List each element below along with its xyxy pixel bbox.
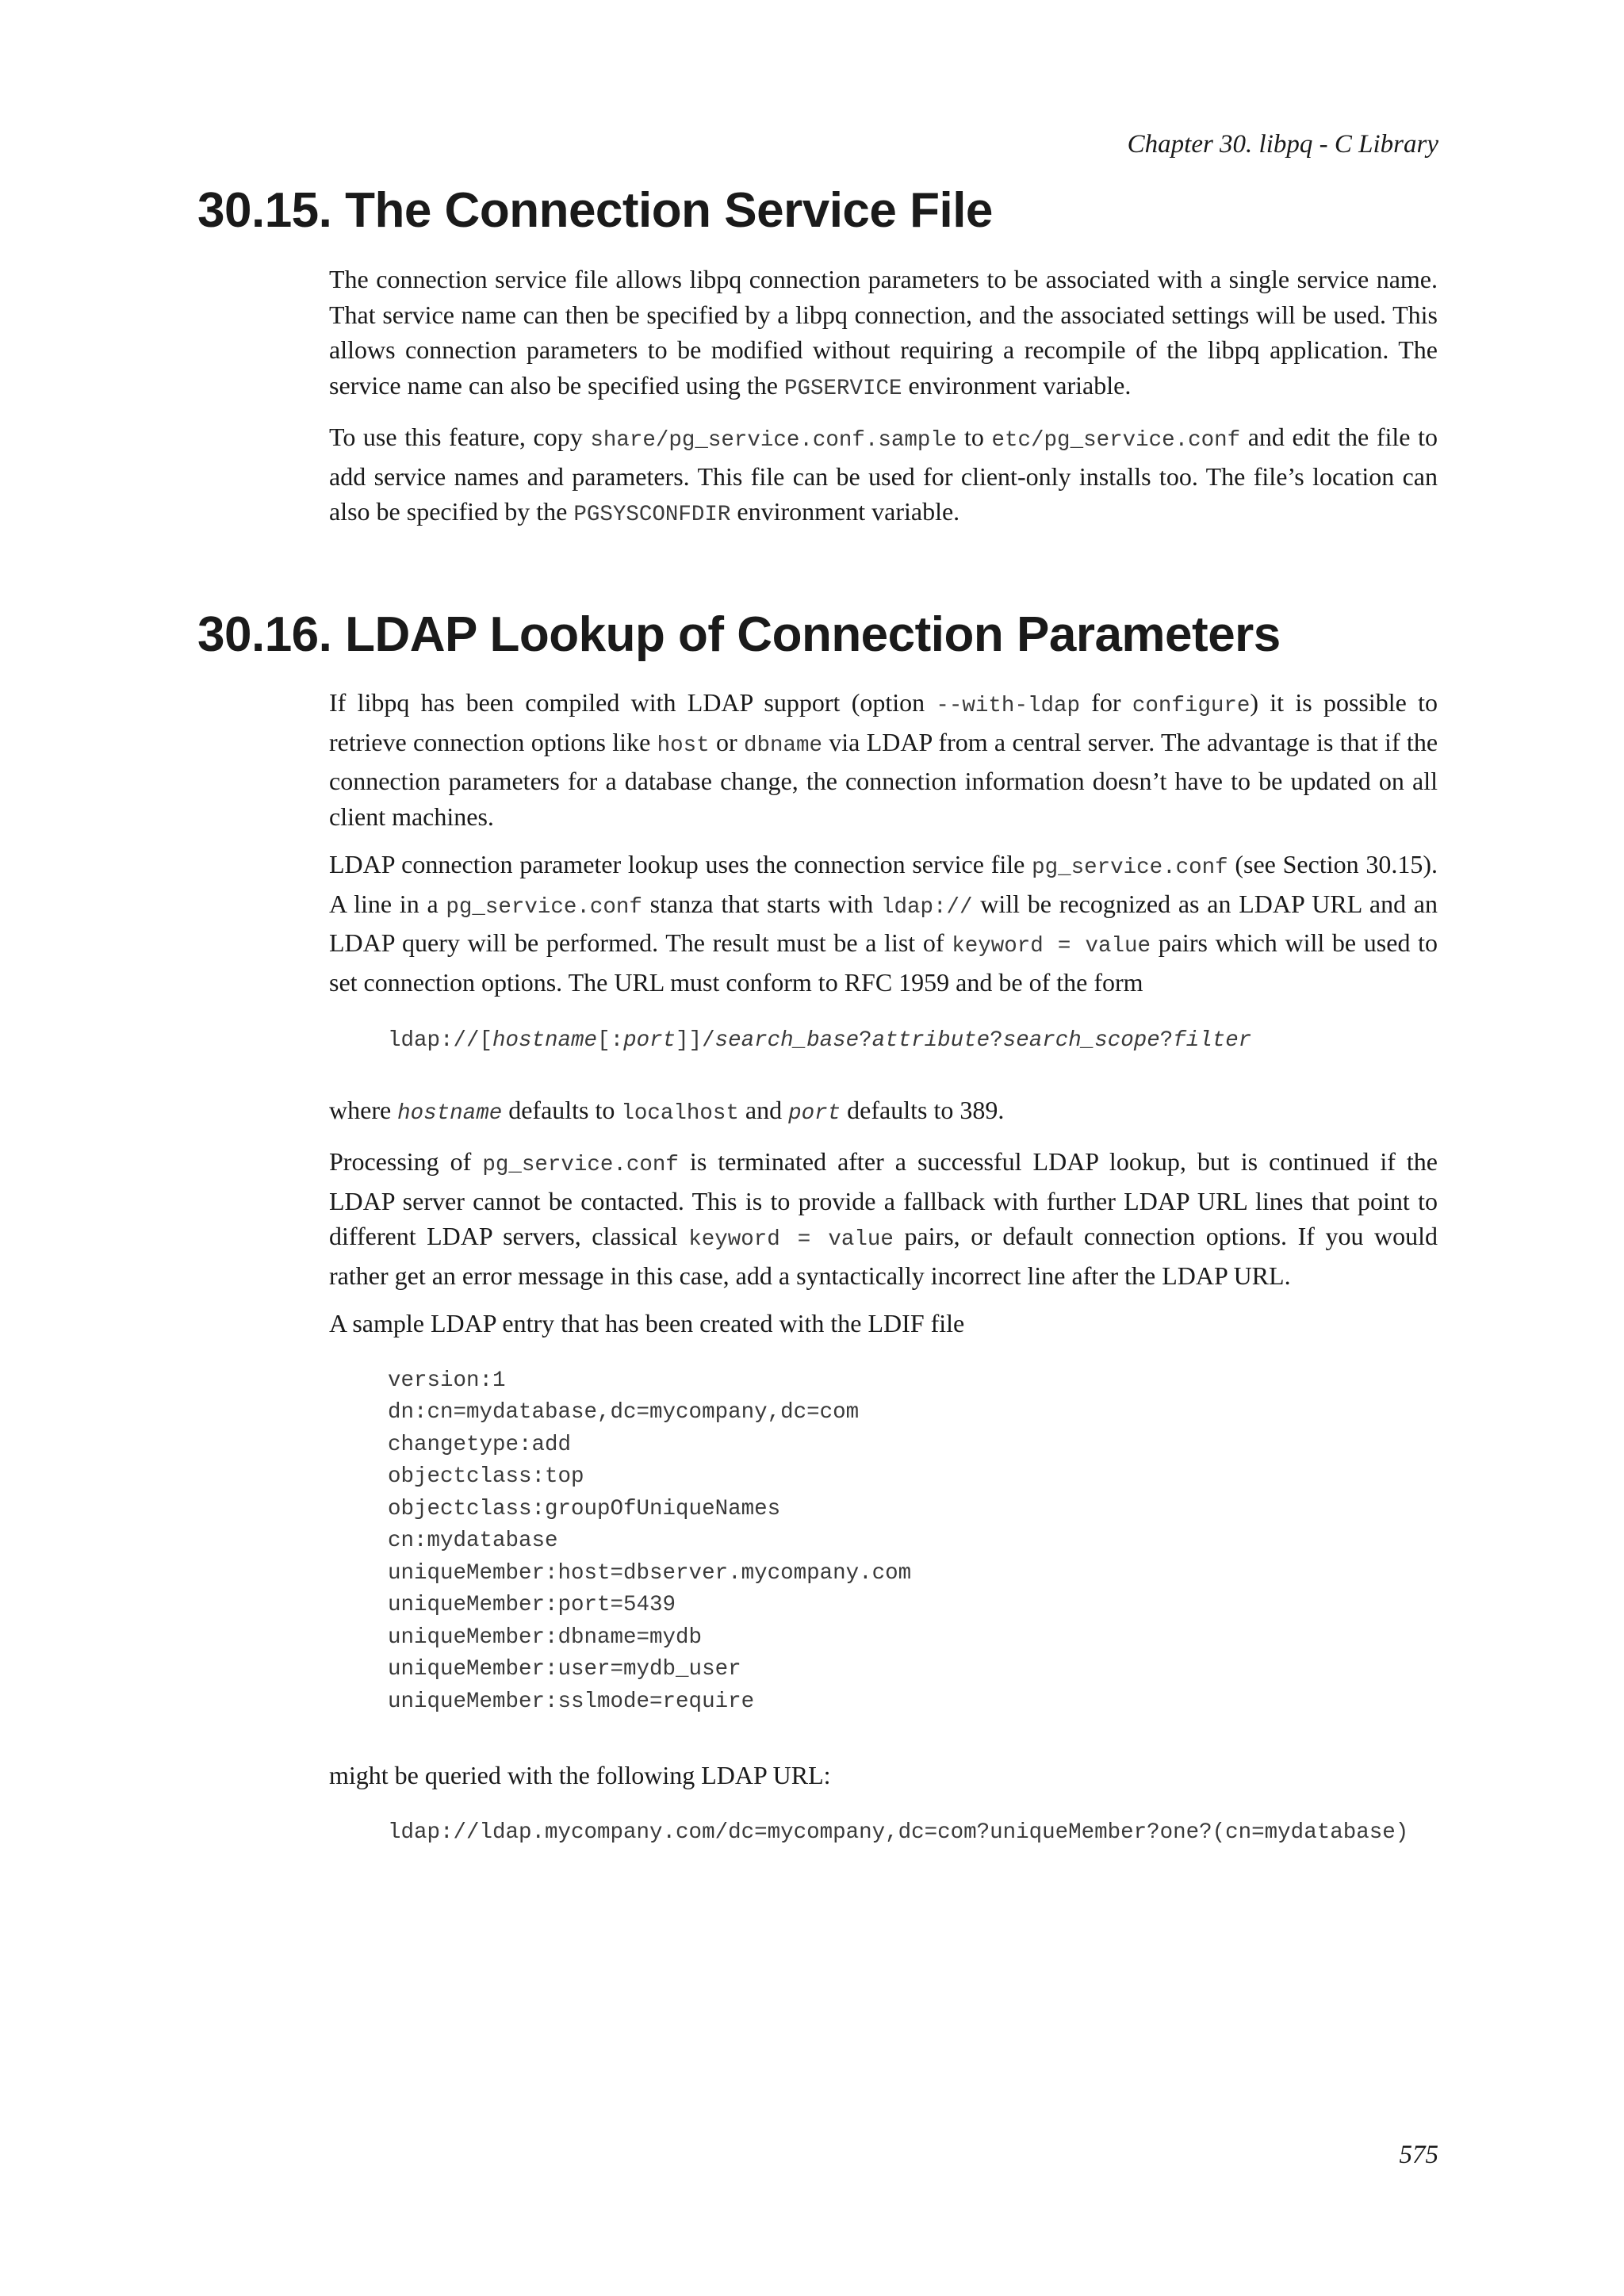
text-run: and (738, 1095, 789, 1124)
text-run: is terminated after a successful LDAP lookup, but is continued if the LDAP server cannot be contacted. This is to provide a fallback with further LDAP URL lines that point to different LDAP servers, classical (329, 1147, 1438, 1250)
replaceable-hostname: hostname (397, 1100, 503, 1126)
replaceable-filter: filter (1173, 1028, 1252, 1053)
code-text: ? (859, 1028, 872, 1053)
section-body-ldap-lookup (329, 685, 1438, 1849)
text-run: via LDAP from a central server. The advantage is that if the connection parameters for a database change, the connection information doesn’t have to be updated on all client machines. (329, 727, 1438, 831)
text-run: stanza that starts with (642, 889, 882, 918)
code-text: ? (990, 1028, 1003, 1053)
text-run: If libpq has been compiled with LDAP support (option (329, 688, 936, 717)
text-run: to (956, 423, 992, 451)
paragraph-query-intro: might be queried with the following LDAP URL: (329, 1761, 831, 1789)
text-run: To use this feature, copy (329, 423, 591, 451)
inline-code-with-ldap: --with-ldap (936, 694, 1080, 718)
code-block-url-form (329, 1025, 1438, 1058)
inline-code-pgservice: PGSERVICE (784, 376, 902, 401)
text-run: and edit the file to add service names and parameters. This file can be used for client-only installs too. The file’s location can also be specified by the (329, 423, 1438, 526)
inline-code-keyword-value: keyword = value (952, 934, 1151, 959)
inline-code-dbname: dbname (743, 733, 822, 758)
text-run: ) it is possible to retrieve connection options like (329, 688, 1438, 756)
inline-code-pg-service-conf: pg_service.conf (1032, 855, 1228, 880)
replaceable-attribute: attribute (871, 1028, 990, 1053)
text-run: (see Section 30.15). A line in a (329, 850, 1438, 918)
text-run: pairs which will be used to set connection options. The URL must conform to RFC 1959 and be of the form (329, 928, 1438, 997)
paragraph-service-file-usage (329, 419, 1438, 534)
section-title-connection-service-file: 30.15. The Connection Service File (197, 183, 993, 238)
replaceable-hostname: hostname (492, 1028, 598, 1053)
code-text: ldap://[ (388, 1028, 493, 1053)
paragraph-ldap-lookup-rules (329, 847, 1438, 1000)
code-block-query-url: ldap://ldap.mycompany.com/dc=mycompany,dc=com?uniqueMember?one?(cn=mydatabase) (388, 1820, 1409, 1845)
replaceable-port: port (788, 1100, 841, 1126)
inline-code-pg-service-conf: pg_service.conf (482, 1153, 679, 1177)
replaceable-search-base: search_base (714, 1028, 860, 1053)
inline-code-localhost: localhost (621, 1100, 739, 1126)
text-run: or (709, 727, 744, 756)
text-run: defaults to (502, 1095, 622, 1124)
text-run: LDAP connection parameter lookup uses the connection service file (329, 850, 1032, 878)
text-run: where (329, 1095, 398, 1124)
text-run: environment variable. (730, 497, 960, 526)
inline-code-configure: configure (1132, 694, 1251, 718)
paragraph-service-file-intro (329, 262, 1438, 407)
code-block-ldif: version:1 dn:cn=mydatabase,dc=mycompany,dc=com changetype:add objectclass:top objectclass:groupOfUniqueNames cn:mydatabase uniqueMember:host=dbserver.mycompany.com uniqueMember:port=5439 uniqueMember:dbname=mydb uniqueMember:user=mydb_user uniqueMember:sslmode=require (388, 1368, 912, 1714)
inline-code-ldap-prefix: ldap:// (881, 894, 973, 920)
text-run: will be recognized as an LDAP URL and an LDAP query will be performed. The result must be a list of (329, 889, 1438, 957)
code-text: ? (1159, 1028, 1174, 1053)
code-text: [: (597, 1028, 624, 1053)
text-run: defaults to 389. (841, 1095, 1005, 1124)
running-header: Chapter 30. libpq - C Library (1127, 130, 1438, 159)
inline-code-conf-path: etc/pg_service.conf (991, 428, 1241, 453)
inline-code-pgsysconfdir: PGSYSCONFDIR (573, 503, 731, 527)
text-run: for (1079, 688, 1132, 717)
page-number: 575 (1399, 2141, 1438, 2169)
text-run: Processing of (329, 1147, 483, 1176)
text-run: The connection service file allows libpq connection parameters to be associated with a single service name. That service name can then be specified by a libpq connection, and the associated settings will be used. This allows connection parameters to be modified without requiring a recompile of the libpq application. The service name can also be specified using the (329, 265, 1438, 400)
text-run: pairs, or default connection options. If you would rather get an error message in this case, add a syntactically incorrect line after the LDAP URL. (329, 1222, 1438, 1290)
paragraph-processing-fallback (329, 1144, 1438, 1293)
replaceable-port: port (623, 1028, 676, 1053)
text-run: environment variable. (902, 370, 1132, 400)
inline-code-pg-service-conf: pg_service.conf (446, 894, 642, 920)
replaceable-search-scope: search_scope (1002, 1028, 1160, 1053)
section-body-connection-service-file (329, 262, 1438, 534)
paragraph-url-defaults (329, 1093, 1438, 1132)
inline-code-keyword-value: keyword = value (688, 1227, 894, 1252)
paragraph-ldif-intro: A sample LDAP entry that has been created with the LDIF file (329, 1309, 965, 1337)
inline-code-host: host (657, 733, 710, 758)
code-text: ]]/ (676, 1028, 715, 1053)
section-title-ldap-lookup: 30.16. LDAP Lookup of Connection Parameters (197, 607, 1281, 662)
inline-code-sample-path: share/pg_service.conf.sample (590, 428, 957, 453)
paragraph-ldap-intro (329, 685, 1438, 834)
